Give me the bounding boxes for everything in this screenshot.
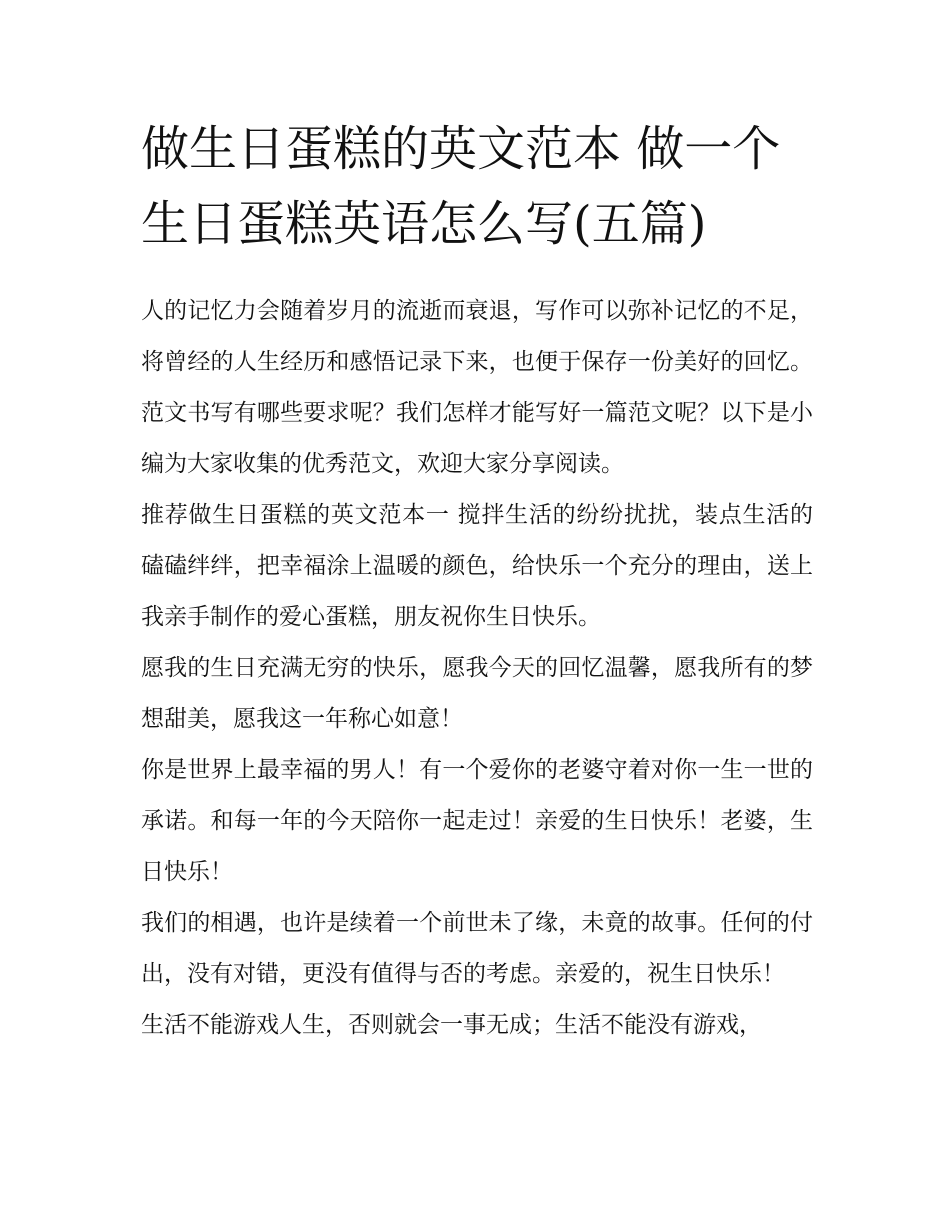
paragraph-encounter: 我们的相遇，也许是续着一个前世未了缘，未竟的故事。任何的付出，没有对错，更没有值得与否的考虑。亲爱的，祝生日快乐！	[141, 910, 813, 987]
paragraph-life-game: 生活不能游戏人生，否则就会一事无成；生活不能没有游戏，	[141, 1012, 762, 1038]
paragraph-sample-one: 推荐做生日蛋糕的英文范本一 搅拌生活的纷纷扰扰，装点生活的磕磕绊绊，把幸福涂上温暖的颜色，给快乐一个充分的理由，送上我亲手制作的爱心蛋糕，朋友祝你生日快乐。	[141, 502, 813, 630]
document-body	[141, 286, 813, 1051]
document-page	[141, 112, 813, 1051]
document-title: 做生日蛋糕的英文范本 做一个生日蛋糕英语怎么写(五篇)	[141, 121, 781, 252]
paragraph-husband-wish: 你是世界上最幸福的男人！有一个爱你的老婆守着对你一生一世的承诺。和每一年的今天陪你一起走过！亲爱的生日快乐！老婆，生日快乐！	[141, 757, 813, 885]
paragraph-intro: 人的记忆力会随着岁月的流逝而衰退，写作可以弥补记忆的不足，将曾经的人生经历和感悟记录下来，也便于保存一份美好的回忆。范文书写有哪些要求呢？我们怎样才能写好一篇范文呢？以下是小编为大家收集的优秀范文，欢迎大家分享阅读。	[141, 298, 813, 477]
paragraph-birthday-wish: 愿我的生日充满无穷的快乐，愿我今天的回忆温馨，愿我所有的梦想甜美，愿我这一年称心如意！	[141, 655, 813, 732]
